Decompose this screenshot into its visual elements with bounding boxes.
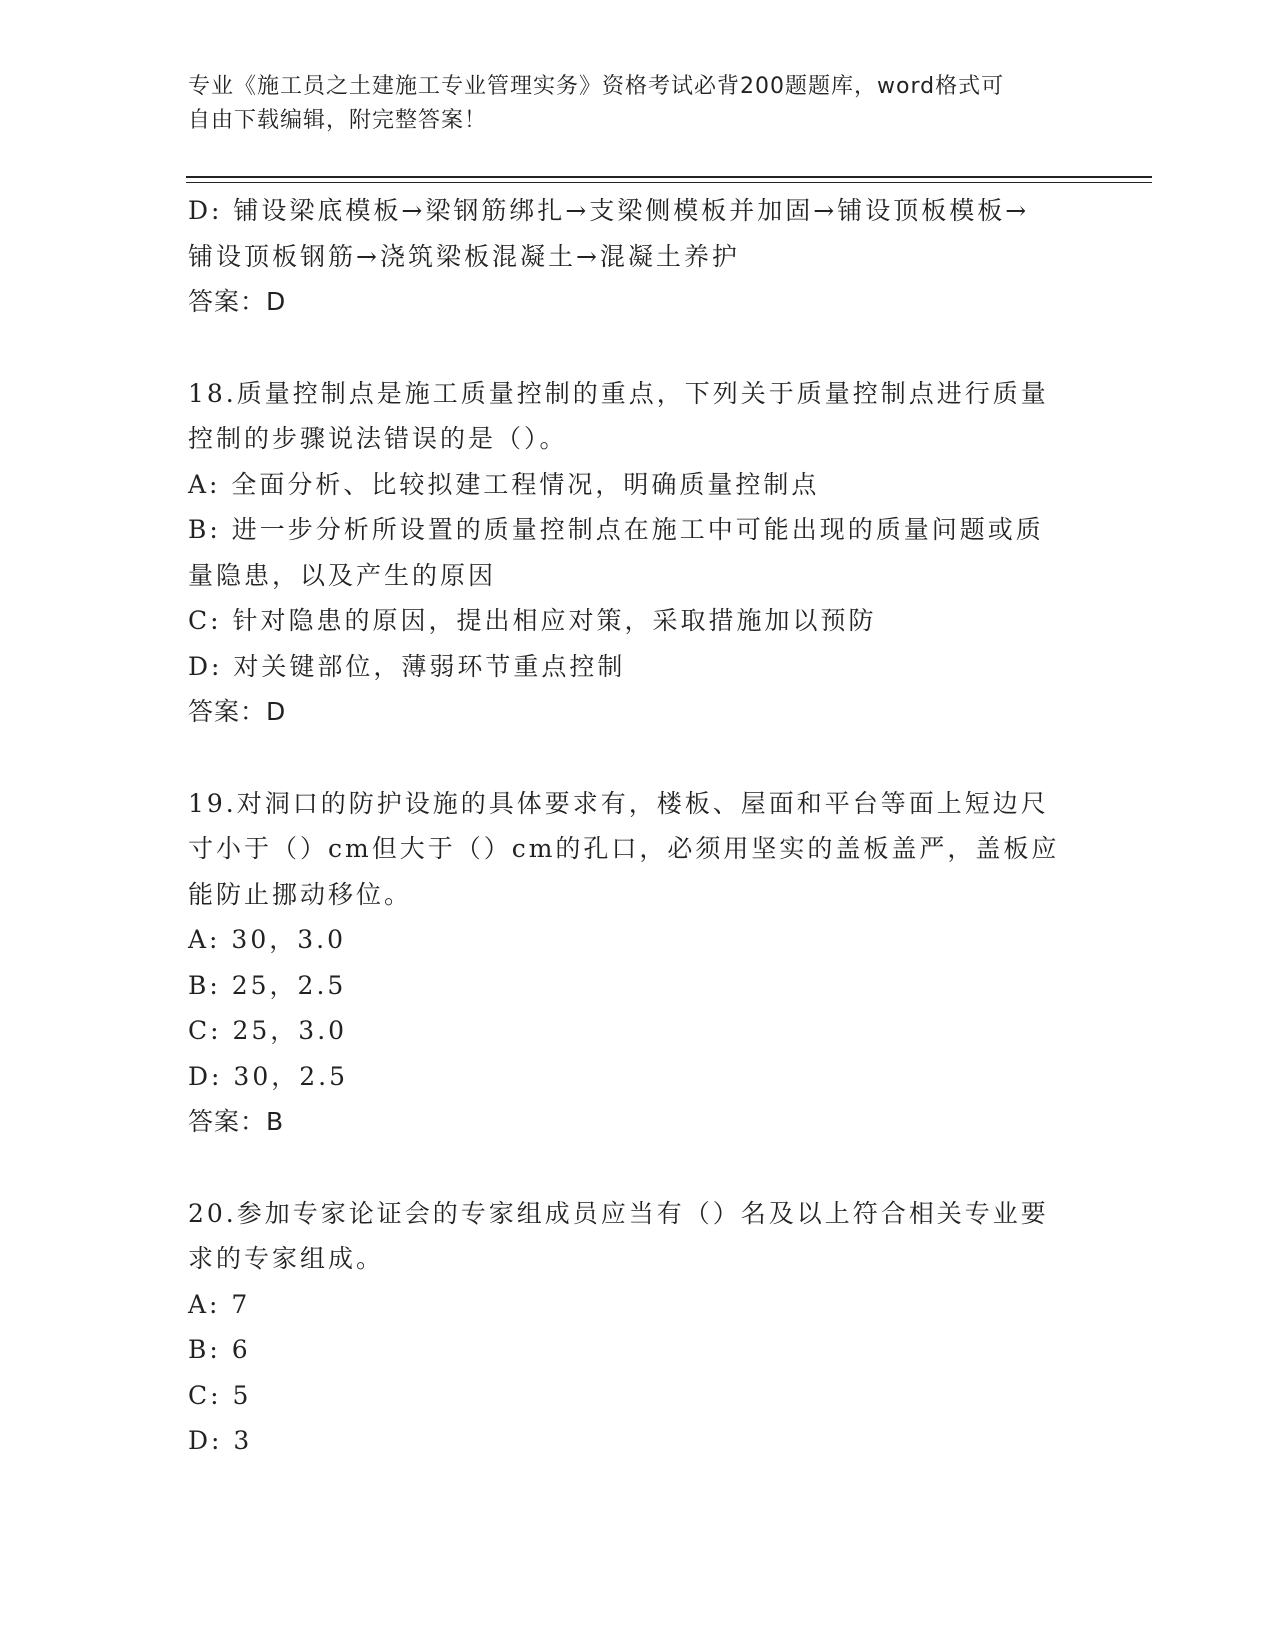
- q20-option-b: B: 6: [188, 1335, 251, 1364]
- spacer: [188, 1145, 1078, 1191]
- q18-answer: 答案：D: [188, 697, 287, 726]
- q18-option-b-line-1: B: 进一步分析所设置的质量控制点在施工中可能出现的质量问题或质: [188, 515, 1044, 544]
- q17-option-d-line-2: 铺设顶板钢筋→浇筑梁板混凝土→混凝土养护: [188, 241, 740, 271]
- q19-answer: 答案：B: [188, 1107, 285, 1136]
- q20-option-d: D: 3: [188, 1426, 253, 1455]
- q17-option-d-line-1: D: 铺设梁底模板→梁钢筋绑扎→支梁侧模板并加固→铺设顶板模板→: [188, 196, 1030, 225]
- q19-option-d: D: 30，2.5: [188, 1061, 348, 1091]
- header-title-line-1: 专业《施工员之土建施工专业管理实务》资格考试必背200题题库，word格式可: [188, 74, 1005, 99]
- q19-option-a: A: 30，3.0: [188, 925, 346, 954]
- header-divider-thin: [186, 182, 1152, 183]
- q19-option-b: B: 25，2.5: [188, 970, 347, 1000]
- q18-stem-line-1: 18.质量控制点是施工质量控制的重点，下列关于质量控制点进行质量: [188, 378, 1049, 408]
- q20-stem-line-2: 求的专家组成。: [188, 1244, 385, 1273]
- q18-option-b-line-2: 量隐患，以及产生的原因: [188, 560, 497, 590]
- q20-option-a: A: 7: [188, 1289, 251, 1319]
- q19-stem-line-1: 19.对洞口的防护设施的具体要求有，楼板、屋面和平台等面上短边尺: [188, 788, 1049, 818]
- header-divider-thick: [186, 176, 1152, 178]
- document-header: [188, 70, 1068, 138]
- header-title-line-2: 自由下载编辑，附完整答案！: [188, 108, 488, 133]
- q18-stem-line-2: 控制的步骤说法错误的是（）。: [188, 424, 568, 453]
- q17-answer: 答案：D: [188, 287, 287, 316]
- question-content: [188, 188, 1078, 1464]
- q20-option-c: C: 5: [188, 1380, 252, 1410]
- spacer: [188, 735, 1078, 781]
- q19-option-c: C: 25，3.0: [188, 1016, 348, 1045]
- q19-stem-line-3: 能防止挪动移位。: [188, 879, 413, 909]
- q18-option-a: A: 全面分析、比较拟建工程情况，明确质量控制点: [188, 469, 820, 499]
- q18-option-c: C: 针对隐患的原因，提出相应对策，采取措施加以预防: [188, 606, 877, 635]
- q20-stem-line-1: 20.参加专家论证会的专家组成员应当有（）名及以上符合相关专业要: [188, 1198, 1049, 1228]
- spacer: [188, 325, 1078, 371]
- q18-option-d: D: 对关键部位，薄弱环节重点控制: [188, 651, 626, 681]
- q19-stem-line-2: 寸小于（）cm但大于（）cm的孔口，必须用坚实的盖板盖严，盖板应: [188, 834, 1060, 863]
